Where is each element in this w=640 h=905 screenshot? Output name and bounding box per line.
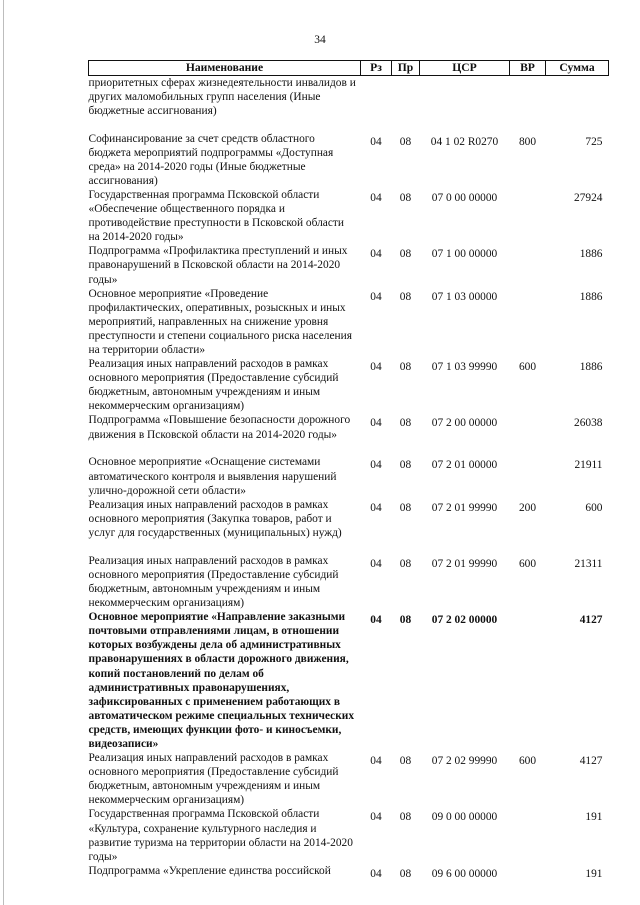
- table-row: [89, 413, 609, 455]
- row-name: Подпрограмма «Повышение безопасности дорожного движения в Псковской области на 2014-2020 годы»: [88, 414, 351, 441]
- row-name: Подпрограмма «Укрепление единства российской: [88, 864, 331, 877]
- row-vr: [510, 244, 546, 286]
- row-name: Подпрограмма «Профилактика преступлений и иных правонарушений в Псковской области на 2014-2020 годы»: [88, 245, 348, 286]
- table-row: [89, 751, 609, 807]
- header-name: Наименование: [89, 61, 361, 76]
- row-vr: 600: [518, 755, 537, 768]
- row-rz: [361, 76, 392, 132]
- row-rz: 04: [370, 811, 382, 824]
- row-sum: 1886: [579, 290, 603, 303]
- row-sum: 1886: [579, 361, 603, 374]
- row-sum: 191: [585, 867, 603, 880]
- row-name: Государственная программа Псковской области «Обеспечение общественного порядка и противодействие преступности в Псковской области на 2014-2020 годы»: [88, 188, 344, 244]
- table-row: [89, 498, 609, 554]
- row-pr: 08: [399, 614, 412, 627]
- row-sum: 191: [585, 811, 603, 824]
- row-csr: 09 6 00 00000: [431, 867, 498, 880]
- row-vr: [510, 188, 546, 244]
- row-csr: 07 2 01 99990: [431, 557, 498, 570]
- row-sum: 21311: [574, 557, 603, 570]
- row-pr: 08: [399, 459, 412, 472]
- header-pr: Пр: [392, 61, 420, 76]
- row-csr: 07 1 00 00000: [431, 248, 498, 261]
- row-pr: 08: [399, 811, 412, 824]
- row-name: Реализация иных направлений расходов в рамках основного мероприятия (Предоставление субсидий бюджетным, автономным учреждениям и иным некоммерческим организациям): [88, 752, 339, 807]
- row-vr: 600: [518, 557, 537, 570]
- row-pr: 08: [399, 191, 412, 204]
- row-sum: 4127: [579, 755, 603, 768]
- row-csr: 07 2 02 99990: [431, 755, 498, 768]
- row-csr: 07 1 03 99990: [431, 361, 498, 374]
- row-pr: 08: [399, 361, 412, 374]
- table-header-row: [89, 61, 609, 76]
- table-row: [89, 244, 609, 286]
- row-csr: 07 1 03 00000: [431, 290, 498, 303]
- row-rz: 04: [370, 361, 382, 374]
- row-name: Основное мероприятие «Направление заказными почтовыми отправлениями лицам, в отношении которых возбуждены дела об административных правонарушениях в области дорожного движения, копий постановлений по делам об административных правонарушениях, зафиксированных с применением работающих в автоматическом режиме специальных технических средств, имеющих функции фото- и киносъемки, видеозаписи»: [88, 611, 355, 750]
- row-pr: 08: [399, 417, 412, 430]
- row-name: Реализация иных направлений расходов в рамках основного мероприятия (Предоставление субсидий бюджетным, автономным учреждениям и иным некоммерческим организациям): [88, 554, 339, 610]
- table-row: [89, 610, 609, 751]
- row-rz: 04: [370, 501, 382, 514]
- header-csr: ЦСР: [420, 61, 510, 76]
- table-row: [89, 132, 609, 188]
- row-csr: 07 2 02 00000: [431, 614, 498, 627]
- row-pr: 08: [399, 135, 412, 148]
- row-name: Основное мероприятие «Оснащение системами автоматического контроля и выявления нарушений улично-дорожной сети области»: [88, 456, 337, 497]
- row-rz: 04: [370, 135, 382, 148]
- row-pr: 08: [399, 501, 412, 514]
- row-vr: [510, 455, 546, 497]
- row-name: Софинансирование за счет средств областного бюджета мероприятий подпрограммы «Доступная среда» на 2014-2020 годы (Иные бюджетные ассигнования): [88, 132, 334, 187]
- row-vr: 600: [518, 361, 537, 374]
- table-row: [89, 188, 609, 244]
- row-vr: [510, 287, 546, 357]
- row-pr: [392, 76, 420, 132]
- row-sum: 21911: [574, 459, 603, 472]
- table-row: [89, 554, 609, 610]
- row-vr: [510, 864, 546, 884]
- row-sum: 27924: [574, 191, 603, 204]
- row-rz: 04: [370, 191, 382, 204]
- row-name: Реализация иных направлений расходов в рамках основного мероприятия (Закупка товаров, работ и услуг для государственных (муниципальных) нужд): [88, 498, 342, 539]
- row-pr: 08: [399, 248, 412, 261]
- row-pr: 08: [399, 290, 412, 303]
- row-vr: [510, 76, 546, 132]
- row-vr: 800: [518, 135, 537, 148]
- row-csr: 07 0 00 00000: [431, 191, 498, 204]
- row-vr: 200: [518, 501, 537, 514]
- page-number: 34: [314, 34, 326, 46]
- row-sum: 26038: [574, 417, 603, 430]
- row-name: Государственная программа Псковской области «Культура, сохранение культурного наследия и развитие туризма на территории области на 2014-2020 годы»: [88, 808, 353, 863]
- row-name: Основное мероприятие «Проведение профилактических, оперативных, розыскных и иных мероприятий, направленных на снижение уровня преступности и степени социального риска населения на территории области»: [88, 287, 352, 356]
- row-rz: 04: [370, 755, 382, 768]
- budget-table: [88, 60, 609, 884]
- table-row: [89, 287, 609, 357]
- header-vr: ВР: [510, 61, 546, 76]
- row-name: приоритетных сферах жизнедеятельности инвалидов и других маломобильных групп населения (Иные бюджетные ассигнования): [88, 77, 356, 118]
- row-sum: 4127: [579, 614, 603, 627]
- row-csr: [420, 76, 510, 132]
- header-sum: Сумма: [546, 61, 609, 76]
- row-pr: 08: [399, 867, 412, 880]
- row-pr: 08: [399, 557, 412, 570]
- row-csr: 04 1 02 R0270: [430, 135, 499, 148]
- table-row: [89, 864, 609, 884]
- header-rz: Рз: [361, 61, 392, 76]
- row-rz: 04: [370, 417, 382, 430]
- row-vr: [510, 807, 546, 863]
- row-pr: 08: [399, 755, 412, 768]
- table-row: [89, 76, 609, 132]
- row-sum: 600: [585, 501, 603, 514]
- row-csr: 07 2 01 99990: [431, 501, 498, 514]
- row-vr: [510, 610, 546, 751]
- row-csr: 07 2 00 00000: [431, 417, 498, 430]
- row-rz: 04: [370, 867, 382, 880]
- row-rz: 04: [370, 290, 382, 303]
- row-csr: 09 0 00 00000: [431, 811, 498, 824]
- row-name: Реализация иных направлений расходов в рамках основного мероприятия (Предоставление субсидий бюджетным, автономным учреждениям и иным некоммерческим организациям): [88, 358, 339, 413]
- row-rz: 04: [370, 248, 382, 261]
- page-edge-line: [3, 0, 4, 905]
- row-sum: [546, 76, 609, 132]
- row-rz: 04: [370, 459, 382, 472]
- row-sum: 1886: [579, 248, 603, 261]
- table-row: [89, 357, 609, 413]
- row-sum: 725: [585, 135, 603, 148]
- row-rz: 04: [370, 557, 382, 570]
- row-csr: 07 2 01 00000: [431, 459, 498, 472]
- table-row: [89, 807, 609, 863]
- row-rz: 04: [370, 614, 382, 627]
- table-row: [89, 455, 609, 497]
- row-vr: [510, 413, 546, 455]
